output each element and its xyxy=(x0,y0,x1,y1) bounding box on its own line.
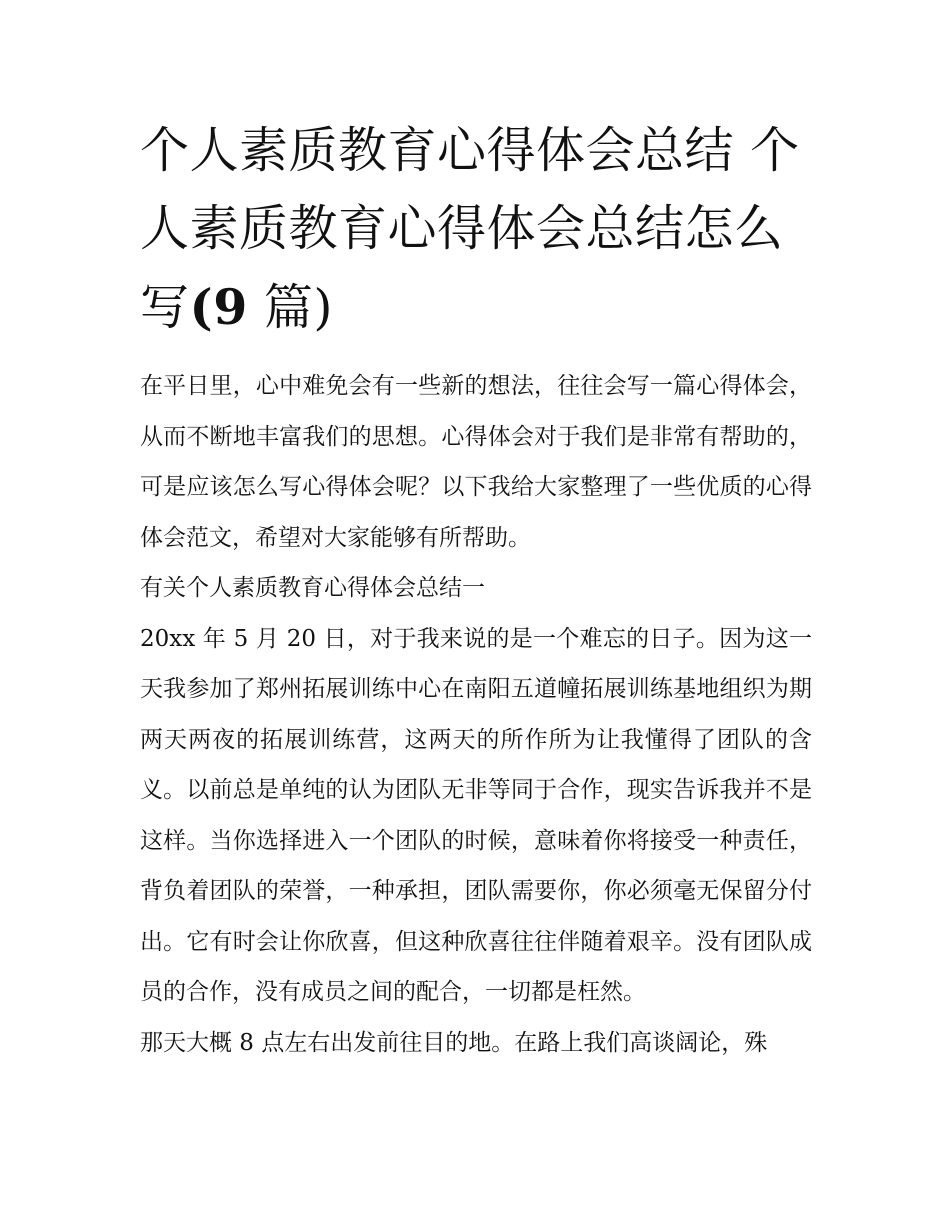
title-suffix: 篇) xyxy=(247,279,333,336)
document-title xyxy=(140,112,812,347)
document-body xyxy=(140,361,812,1068)
section-heading: 有关个人素质教育心得体会总结一 xyxy=(140,575,485,601)
body-paragraph: 20xx 年 5 月 20 日，对于我来说的是一个难忘的日子。因为这一天我参加了郑州拓展训练中心在南阳五道幢拓展训练基地组织为期两天两夜的拓展训练营，这两天的所作所为让我懂得了团队的含义。以前总是单纯的认为团队无非等同于合作，现实告诉我并不是这样。当你选择进入一个团队的时候，意味着你将接受一种责任，背负着团队的荣誉，一种承担，团队需要你，你必须毫无保留分付出。它有时会让你欣喜，但这种欣喜往往伴随着艰辛。没有团队成员的合作，没有成员之间的配合，一切都是枉然。 xyxy=(140,625,812,1005)
body-paragraph: 那天大概 8 点左右出发前往目的地。在路上我们高谈阔论，殊 xyxy=(140,1029,768,1056)
title-count: (9 xyxy=(189,278,248,336)
document-page xyxy=(140,112,812,1068)
intro-paragraph: 在平日里，心中难免会有一些新的想法，往往会写一篇心得体会，从而不断地丰富我们的思想。心得体会对于我们是非常有帮助的，可是应该怎么写心得体会呢？以下我给大家整理了一些优质的心得体会范文，希望对大家能够有所帮助。 xyxy=(140,373,812,551)
title-text: 个人素质教育心得体会总结 个人素质教育心得体会总结怎么写 xyxy=(140,122,800,336)
